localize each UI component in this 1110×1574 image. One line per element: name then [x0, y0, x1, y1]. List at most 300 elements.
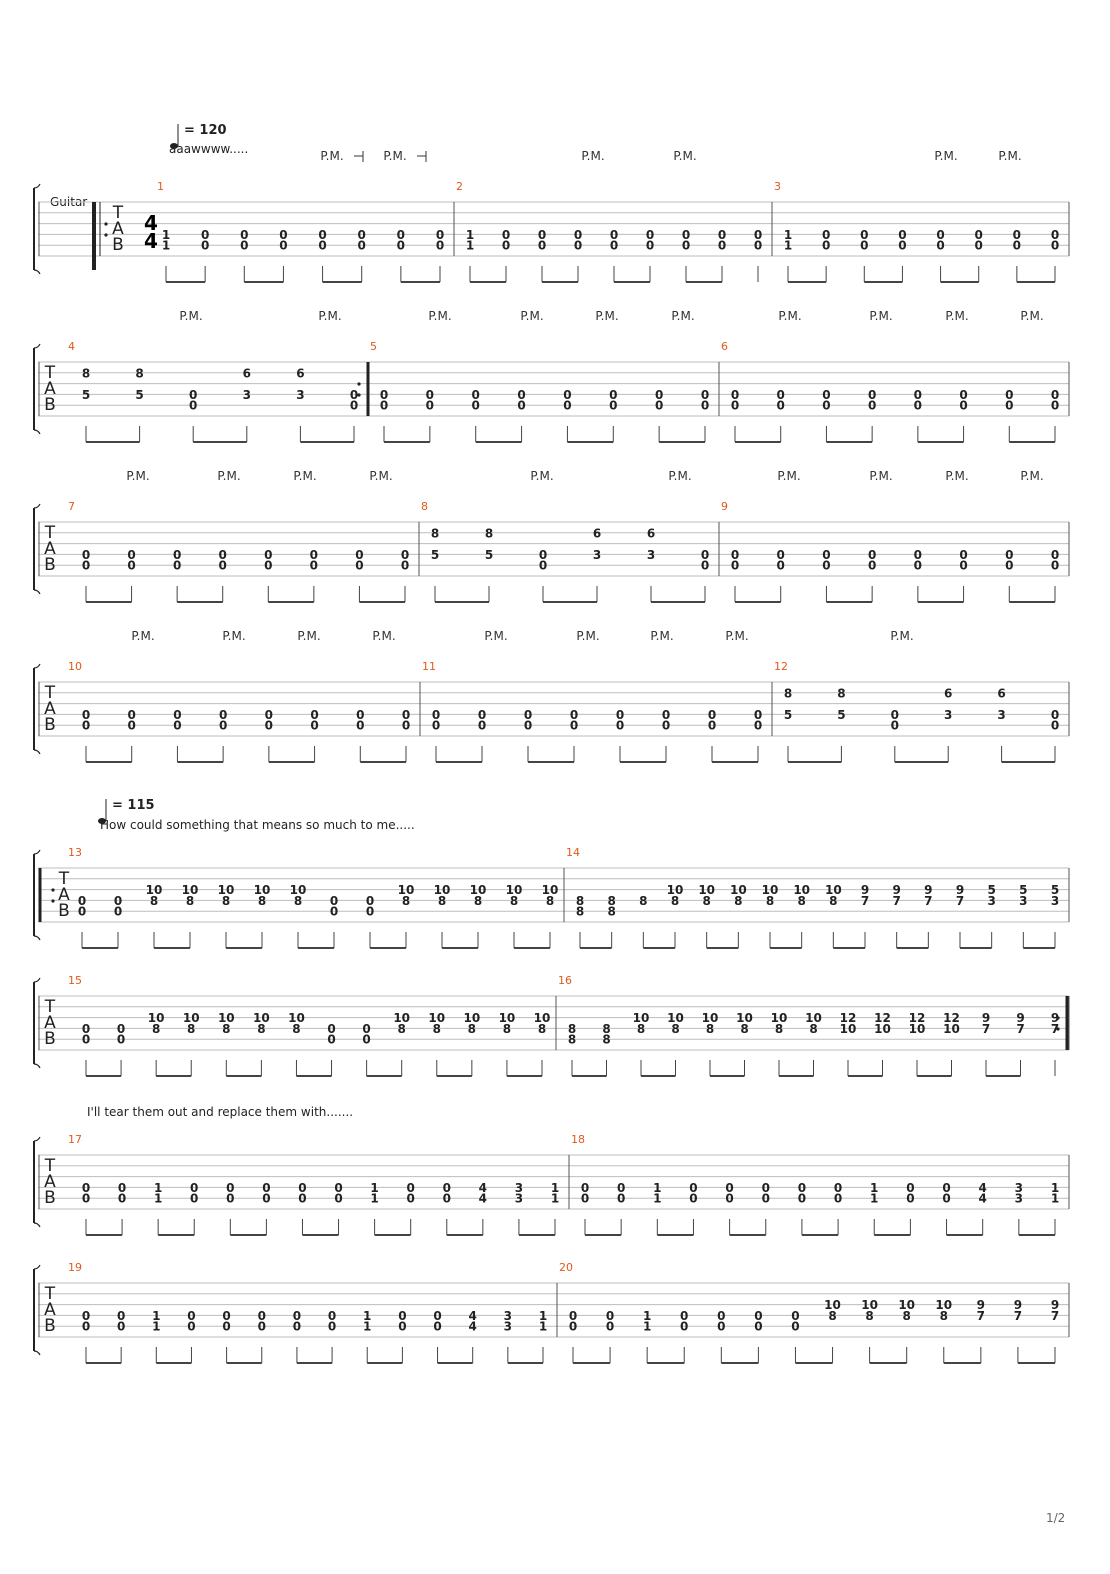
fret-number: 0 [913, 547, 923, 562]
fret-number: 0 [81, 1021, 91, 1036]
fret-number: 0 [1050, 558, 1060, 573]
fret-number: 0 [309, 558, 319, 573]
fret-number: 0 [1050, 238, 1060, 253]
fret-number: 1 [363, 1308, 372, 1323]
fret-number: 0 [127, 718, 136, 733]
fret-number: 0 [898, 227, 907, 242]
fret-number: 5 [81, 387, 91, 402]
measure-number: 18 [571, 1133, 585, 1146]
fret-number: 0 [1050, 227, 1060, 242]
fret-number: 10 [874, 1021, 891, 1036]
fret-number: 8 [509, 893, 519, 908]
fret-number: 0 [357, 227, 366, 242]
palm-mute-label: P.M. [372, 629, 396, 643]
fret-number: 8 [865, 1308, 874, 1323]
fret-number: 0 [580, 1180, 590, 1195]
repeat-dot [104, 222, 107, 225]
measure-number: 1 [157, 180, 164, 193]
fret-number: 0 [264, 547, 273, 562]
fret-number: 0 [761, 1180, 770, 1195]
fret-number: 0 [327, 1308, 337, 1323]
tab-clef-letter: T [44, 1156, 56, 1176]
fret-number: 1 [870, 1191, 879, 1206]
fret-number: 5 [484, 547, 494, 562]
fret-number: 0 [309, 547, 319, 562]
palm-mute-label: P.M. [383, 149, 407, 163]
fret-number: 0 [379, 398, 389, 413]
fret-number: 0 [645, 238, 655, 253]
fret-number: 10 [861, 1298, 878, 1313]
fret-number: 0 [362, 1032, 371, 1047]
fret-number: 0 [661, 718, 671, 733]
fret-number: 0 [501, 227, 511, 242]
fret-number: 0 [753, 238, 763, 253]
fret-number: 8 [293, 893, 303, 908]
measure-number: 4 [68, 340, 75, 353]
fret-number: 0 [431, 718, 441, 733]
fret-number: 1 [870, 1180, 879, 1195]
fret-number: 0 [471, 387, 480, 402]
palm-mute-label: P.M. [484, 629, 508, 643]
fret-number: 0 [329, 893, 339, 908]
tab-clef-letter: A [44, 379, 56, 399]
fret-number: 0 [890, 707, 899, 722]
fret-number: 0 [1005, 558, 1014, 573]
tab-system [34, 1261, 1069, 1363]
fret-number: 1 [1050, 1180, 1060, 1195]
fret-number: 0 [81, 707, 91, 722]
tab-clef-letter: T [44, 523, 56, 543]
tab-system [34, 1133, 1069, 1235]
palm-mute-label: P.M. [576, 629, 600, 643]
fret-number: 1 [550, 1191, 560, 1206]
tab-clef-letter: A [44, 699, 56, 719]
section-text-3: I'll tear them out and replace them with....... [87, 1105, 354, 1119]
fret-number: 0 [435, 238, 445, 253]
palm-mute-label: P.M. [581, 149, 605, 163]
fret-number: 0 [298, 1191, 307, 1206]
fret-number: 0 [725, 1180, 734, 1195]
fret-number: 0 [959, 558, 968, 573]
fret-number: 12 [908, 1011, 926, 1026]
fret-number: 8 [185, 893, 195, 908]
fret-number: 0 [537, 238, 547, 253]
fret-number: 8 [902, 1308, 911, 1323]
palm-mute-label: P.M. [595, 309, 619, 323]
fret-number: 1 [1050, 1191, 1060, 1206]
fret-number: 9 [924, 883, 933, 898]
fret-number: 5 [1050, 883, 1060, 898]
fret-number: 0 [717, 227, 727, 242]
fret-number: 0 [425, 387, 435, 402]
fret-number: 0 [569, 718, 579, 733]
fret-number: 0 [942, 1180, 951, 1195]
fret-number: 8 [575, 904, 585, 919]
palm-mute-label: P.M. [777, 469, 801, 483]
fret-number: 8 [636, 1021, 646, 1036]
fret-number: 0 [753, 227, 763, 242]
fret-number: 8 [149, 893, 159, 908]
fret-number: 0 [700, 547, 710, 562]
fret-number: 1 [152, 1308, 161, 1323]
fret-number: 3 [1014, 1191, 1024, 1206]
fret-number: 3 [592, 547, 602, 562]
fret-number: 8 [432, 1021, 441, 1036]
fret-number: 0 [753, 707, 763, 722]
fret-number: 0 [173, 718, 182, 733]
fret-number: 0 [890, 718, 899, 733]
fret-number: 0 [200, 227, 210, 242]
fret-number: 0 [113, 893, 123, 908]
fret-number: 0 [537, 227, 547, 242]
fret-number: 0 [821, 238, 831, 253]
fret-number: 0 [257, 1319, 266, 1334]
palm-mute-label: P.M. [369, 469, 393, 483]
fret-number: 10 [288, 1011, 305, 1026]
fret-number: 0 [959, 398, 968, 413]
fret-number: 10 [541, 883, 559, 898]
fret-number: 6 [296, 366, 305, 381]
palm-mute-label: P.M. [222, 629, 246, 643]
fret-number: 0 [264, 558, 273, 573]
fret-number: 0 [401, 718, 411, 733]
measure-number: 14 [566, 846, 580, 859]
fret-number: 10 [181, 883, 199, 898]
fret-number: 0 [501, 238, 511, 253]
fret-number: 5 [783, 707, 793, 722]
fret-number: 0 [442, 1191, 451, 1206]
fret-number: 0 [77, 904, 87, 919]
measure-number: 19 [68, 1261, 82, 1274]
fret-number: 0 [396, 238, 406, 253]
fret-number: 0 [609, 238, 619, 253]
fret-number: 7 [1016, 1021, 1025, 1036]
fret-number: 10 [729, 883, 747, 898]
fret-number: 0 [127, 558, 136, 573]
fret-number: 8 [607, 893, 616, 908]
fret-number: 7 [1050, 1021, 1060, 1036]
fret-number: 10 [824, 1298, 841, 1313]
fret-number: 8 [671, 1021, 680, 1036]
fret-number: 8 [401, 893, 411, 908]
fret-number: 8 [939, 1308, 948, 1323]
fret-number: 9 [1016, 1011, 1025, 1026]
fret-number: 0 [615, 707, 625, 722]
fret-number: 0 [1005, 387, 1014, 402]
fret-number: 0 [226, 1180, 235, 1195]
fret-number: 0 [898, 238, 907, 253]
fret-number: 0 [116, 1319, 126, 1334]
fret-number: 1 [152, 1319, 161, 1334]
tab-clef-letter: B [44, 1029, 56, 1049]
fret-number: 8 [575, 893, 585, 908]
fret-number: 0 [822, 387, 831, 402]
fret-number: 10 [428, 1011, 446, 1026]
fret-number: 0 [172, 547, 182, 562]
fret-number: 3 [987, 893, 996, 908]
time-signature-top: 4 [144, 211, 158, 235]
fret-number: 0 [471, 398, 480, 413]
fret-number: 8 [837, 686, 846, 701]
fret-number: 8 [437, 893, 447, 908]
fret-number: 8 [607, 904, 616, 919]
fret-number: 0 [791, 1308, 800, 1323]
fret-number: 10 [935, 1298, 953, 1313]
fret-number: 0 [357, 238, 366, 253]
fret-number: 0 [867, 398, 877, 413]
fret-number: 0 [1012, 238, 1022, 253]
fret-number: 0 [349, 387, 359, 402]
fret-number: 1 [161, 227, 171, 242]
tab-clef-letter: T [44, 363, 56, 383]
tab-system [34, 149, 1069, 282]
fret-number: 7 [892, 893, 901, 908]
palm-mute-label: P.M. [297, 629, 321, 643]
fret-number: 3 [514, 1191, 524, 1206]
fret-number: 0 [936, 238, 945, 253]
fret-number: 0 [365, 893, 375, 908]
fret-number: 0 [680, 1319, 689, 1334]
fret-number: 0 [433, 1319, 442, 1334]
fret-number: 0 [262, 1180, 271, 1195]
fret-number: 10 [770, 1011, 788, 1026]
fret-number: 1 [465, 238, 475, 253]
fret-number: 0 [1005, 547, 1014, 562]
tab-clef-letter: B [112, 235, 124, 255]
fret-number: 9 [981, 1011, 991, 1026]
fret-number: 8 [502, 1021, 512, 1036]
fret-number: 0 [700, 398, 710, 413]
fret-number: 0 [730, 547, 740, 562]
fret-number: 6 [997, 686, 1006, 701]
fret-number: 8 [81, 366, 91, 381]
fret-number: 0 [279, 238, 288, 253]
fret-number: 1 [653, 1180, 662, 1195]
fret-number: 0 [310, 707, 319, 722]
fret-number: 0 [349, 398, 359, 413]
fret-number: 10 [253, 1011, 270, 1026]
fret-number: 10 [397, 883, 415, 898]
fret-number: 10 [908, 1021, 926, 1036]
fret-number: 0 [81, 558, 91, 573]
palm-mute-label: P.M. [217, 469, 241, 483]
fret-number: 0 [654, 398, 664, 413]
fret-number: 8 [537, 1021, 547, 1036]
fret-number: 0 [860, 238, 869, 253]
palm-mute-label: P.M. [725, 629, 749, 643]
fret-number: 8 [734, 893, 743, 908]
fret-number: 1 [153, 1191, 163, 1206]
fret-number: 0 [327, 1032, 336, 1047]
fret-number: 10 [289, 883, 307, 898]
fret-number: 0 [262, 1191, 271, 1206]
tab-clef-letter: A [44, 539, 56, 559]
fret-number: 0 [538, 558, 548, 573]
fret-number: 9 [892, 883, 901, 898]
fret-number: 1 [161, 238, 171, 253]
fret-number: 1 [642, 1308, 652, 1323]
palm-mute-label: P.M. [934, 149, 958, 163]
tab-clef-letter: B [44, 1188, 56, 1208]
palm-mute-label: P.M. [869, 309, 893, 323]
fret-number: 10 [393, 1011, 411, 1026]
fret-number: 0 [913, 558, 923, 573]
fret-number: 0 [1050, 707, 1060, 722]
fret-number: 5 [430, 547, 440, 562]
fret-number: 0 [538, 547, 548, 562]
fret-number: 0 [406, 1180, 415, 1195]
fret-number: 4 [468, 1308, 477, 1323]
fret-number: 0 [753, 718, 763, 733]
fret-number: 0 [906, 1191, 915, 1206]
fret-number: 0 [680, 1308, 689, 1323]
fret-number: 5 [135, 387, 144, 402]
fret-number: 0 [959, 387, 968, 402]
fret-number: 0 [776, 547, 785, 562]
palm-mute-label: P.M. [131, 629, 155, 643]
fret-number: 0 [654, 387, 664, 402]
measure-number: 5 [370, 340, 377, 353]
fret-number: 3 [997, 707, 1006, 722]
fret-number: 0 [433, 1308, 442, 1323]
measure-number: 9 [721, 500, 728, 513]
fret-number: 0 [355, 547, 364, 562]
fret-number: 8 [765, 893, 775, 908]
fret-number: 0 [173, 707, 182, 722]
fret-number: 0 [116, 1032, 126, 1047]
measure-number: 2 [456, 180, 463, 193]
fret-number: 0 [717, 1308, 726, 1323]
fret-number: 8 [702, 893, 711, 908]
fret-number: 10 [805, 1011, 822, 1026]
fret-number: 0 [81, 718, 91, 733]
fret-number: 0 [717, 1319, 726, 1334]
fret-number: 10 [943, 1021, 960, 1036]
fret-number: 8 [828, 1308, 837, 1323]
fret-number: 0 [833, 1180, 843, 1195]
fret-number: 0 [81, 1180, 91, 1195]
instrument-label: Guitar [50, 195, 88, 209]
fret-number: 3 [944, 707, 953, 722]
fret-number: 8 [670, 893, 680, 908]
fret-number: 0 [860, 227, 869, 242]
fret-number: 10 [824, 883, 842, 898]
fret-number: 7 [955, 893, 965, 908]
fret-number: 0 [974, 227, 983, 242]
fret-number: 0 [257, 1308, 266, 1323]
fret-number: 9 [955, 883, 965, 898]
fret-number: 0 [616, 1180, 626, 1195]
fret-number: 0 [379, 387, 389, 402]
fret-number: 7 [1013, 1308, 1023, 1323]
fret-number: 10 [666, 883, 684, 898]
palm-mute-label: P.M. [318, 309, 342, 323]
palm-mute-label: P.M. [673, 149, 697, 163]
palm-mute-label: P.M. [520, 309, 544, 323]
fret-number: 10 [217, 883, 235, 898]
fret-number: 0 [187, 1308, 196, 1323]
fret-number: 8 [567, 1032, 577, 1047]
section-text-2: How could something that means so much to me..... [100, 818, 415, 832]
fret-number: 6 [592, 526, 602, 541]
fret-number: 0 [81, 547, 91, 562]
fret-number: 0 [81, 1308, 91, 1323]
fret-number: 0 [81, 1191, 91, 1206]
fret-number: 0 [318, 227, 327, 242]
fret-number: 5 [987, 883, 996, 898]
fret-number: 0 [822, 398, 831, 413]
fret-number: 8 [705, 1021, 715, 1036]
fret-number: 0 [334, 1191, 343, 1206]
fret-number: 6 [242, 366, 251, 381]
palm-mute-label: P.M. [179, 309, 203, 323]
fret-number: 0 [523, 718, 533, 733]
fret-number: 0 [776, 387, 785, 402]
fret-number: 0 [563, 387, 572, 402]
fret-number: 0 [681, 227, 691, 242]
fret-number: 1 [153, 1180, 163, 1195]
fret-number: 4 [978, 1180, 987, 1195]
fret-number: 10 [505, 883, 523, 898]
fret-number: 0 [400, 558, 410, 573]
fret-number: 0 [563, 398, 572, 413]
fret-number: 7 [860, 893, 870, 908]
fret-number: 0 [761, 1191, 770, 1206]
fret-number: 0 [523, 707, 533, 722]
fret-number: 0 [116, 1308, 126, 1323]
fret-number: 3 [296, 387, 305, 402]
fret-number: 0 [573, 238, 583, 253]
fret-number: 0 [689, 1191, 698, 1206]
palm-mute-label: P.M. [778, 309, 802, 323]
fret-number: 8 [467, 1021, 477, 1036]
fret-number: 0 [936, 227, 945, 242]
fret-number: 0 [477, 718, 487, 733]
fret-number: 8 [484, 526, 494, 541]
fret-number: 8 [829, 893, 838, 908]
fret-number: 0 [400, 547, 410, 562]
measure-number: 13 [68, 846, 82, 859]
fret-number: 3 [1050, 893, 1060, 908]
fret-number: 4 [468, 1319, 477, 1334]
fret-number: 8 [797, 893, 806, 908]
fret-number: 0 [172, 558, 182, 573]
fret-number: 0 [222, 1308, 231, 1323]
fret-number: 0 [615, 718, 625, 733]
fret-number: 0 [689, 1180, 698, 1195]
section-text-1: aaawwww..... [169, 142, 249, 156]
tab-clef-letter: T [112, 203, 124, 223]
fret-number: 3 [1019, 893, 1028, 908]
fret-number: 0 [240, 238, 249, 253]
fret-number: 0 [356, 707, 365, 722]
measure-number: 11 [422, 660, 436, 673]
fret-number: 8 [740, 1021, 749, 1036]
fret-number: 0 [334, 1180, 343, 1195]
palm-mute-label: P.M. [890, 629, 914, 643]
fret-number: 0 [222, 1319, 231, 1334]
fret-number: 0 [959, 547, 968, 562]
fret-number: 1 [538, 1308, 548, 1323]
palm-mute-label: P.M. [945, 309, 969, 323]
page-number: 1/2 [1046, 1511, 1066, 1525]
fret-number: 10 [793, 883, 811, 898]
fret-number: 8 [602, 1021, 611, 1036]
tab-clef-letter: A [44, 1300, 56, 1320]
fret-number: 0 [822, 547, 831, 562]
fret-number: 8 [187, 1021, 196, 1036]
fret-number: 0 [700, 387, 710, 402]
